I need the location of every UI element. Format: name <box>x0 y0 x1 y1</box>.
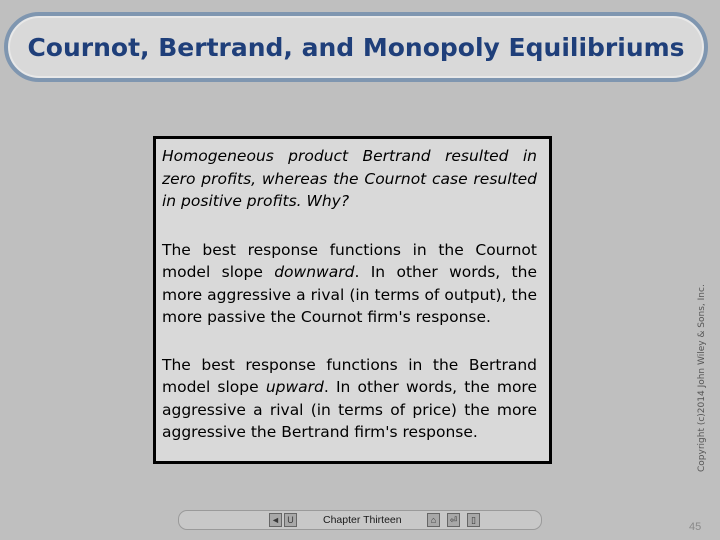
chapter-label: Chapter Thirteen <box>323 514 402 526</box>
content-box <box>153 136 552 464</box>
navigation-bar <box>178 510 542 530</box>
copyright-notice: Copyright (c)2014 John Wiley & Sons, Inc. <box>697 284 707 472</box>
up-button-icon[interactable]: U <box>284 513 297 527</box>
bertrand-paragraph <box>162 354 537 444</box>
bertrand-text-start: The best response functions in the Bertrand model slope <box>162 355 537 396</box>
cournot-paragraph <box>162 239 537 329</box>
previous-arrow-icon[interactable]: ◄ <box>269 513 282 527</box>
cournot-text-start: The best response functions in the Cournot model slope <box>162 240 537 281</box>
home-icon[interactable]: ⌂ <box>427 513 440 527</box>
bertrand-emphasis: upward <box>265 378 324 396</box>
cournot-emphasis: downward <box>274 263 355 281</box>
slide-title: Cournot, Bertrand, and Monopoly Equilibriums <box>27 32 685 62</box>
question-paragraph: Homogeneous product Bertrand resulted in zero profits, whereas the Cournot case resulted in positive profits. Why? <box>162 147 537 210</box>
cournot-text-end: . In other words, the more aggressive a rival (in terms of output), the more passive the Cournot firm's response. <box>162 263 537 326</box>
end-icon[interactable]: ▯ <box>467 513 480 527</box>
return-icon[interactable]: ⏎ <box>447 513 460 527</box>
page-number: 45 <box>689 521 702 533</box>
bertrand-text-end: . In other words, the more aggressive a rival (in terms of price) the more aggressive the Bertrand firm's response. <box>162 378 537 441</box>
title-banner <box>4 12 708 82</box>
